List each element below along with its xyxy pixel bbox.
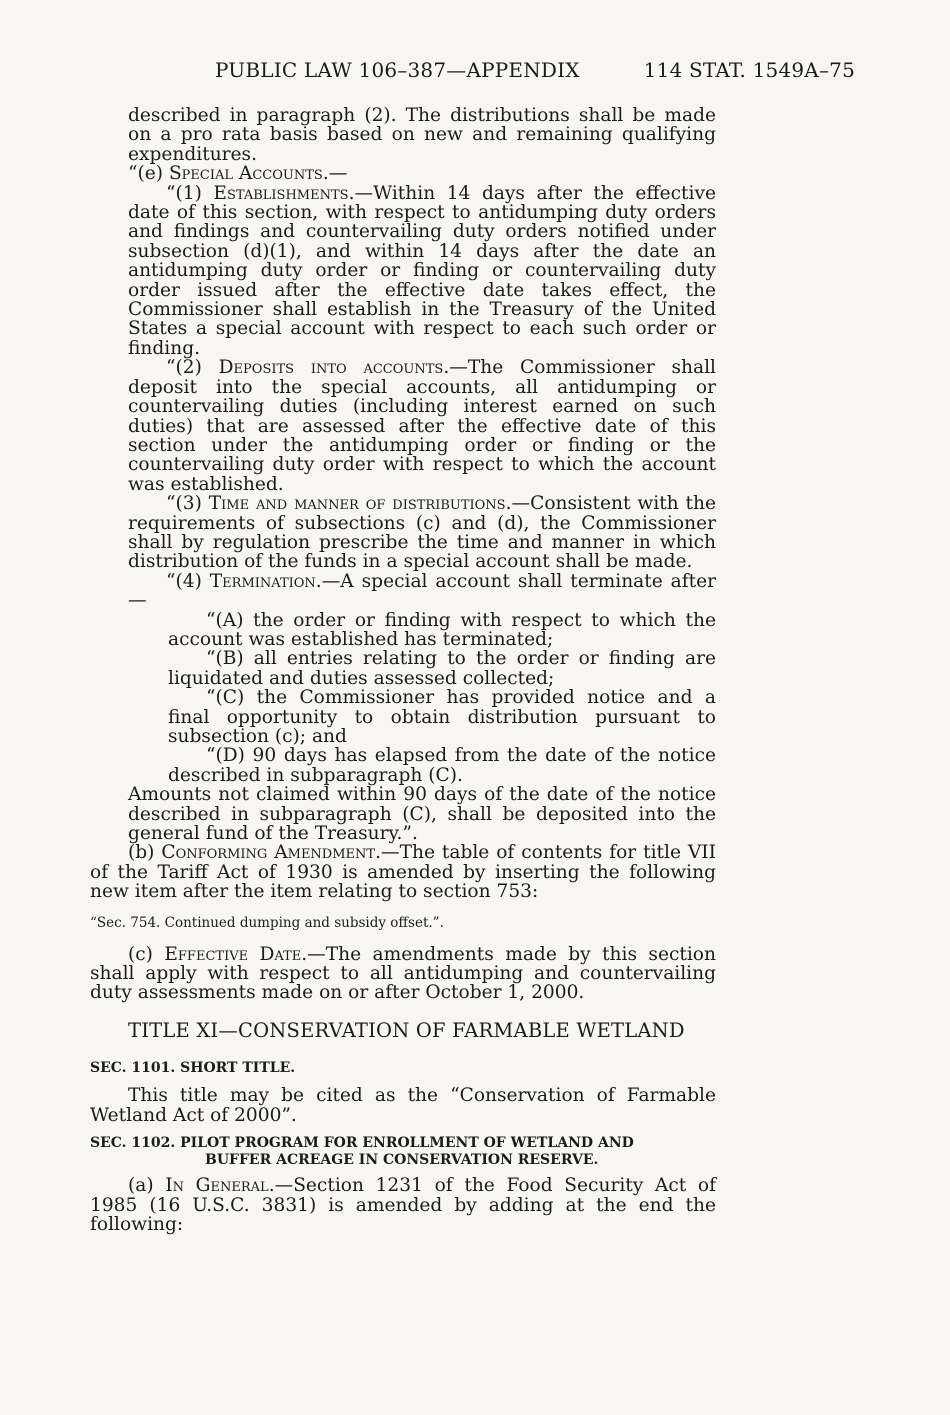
subsection-b-caption: Conforming Amendment xyxy=(161,842,376,864)
subparagraph-a: “(A) the order or finding with respect to which the account was established has terminated; xyxy=(168,609,716,650)
section-1102-heading: SEC. 1102. PILOT PROGRAM FOR ENROLLMENT OF WETLAND AND BUFFER ACREAGE IN CONSERVATION RESERVE. xyxy=(90,1135,634,1169)
subsection-b-conforming: (b) Conforming Amendment.—The table of contents for title VII of the Tariff Act of 1930 is amended by inserting the following new item after the item relating to section 753: xyxy=(90,842,716,903)
paragraph-3-caption: Time and manner of distributions xyxy=(208,493,506,515)
header-stat-citation: 114 STAT. 1549A–75 xyxy=(643,58,855,82)
paragraph-4-caption: Termination xyxy=(209,570,316,592)
paragraph-2-deposits: “(2) Deposits into accounts.—The Commissioner shall deposit into the special accounts, all antidumping or countervailing duties (including interest earned on such duties) that are assessed after the effective date of this section under the antidumping order or finding or the countervailing duty order with respect to which the account was established. xyxy=(128,357,716,495)
paragraph-3-time-manner: “(3) Time and manner of distributions.—Consistent with the requirements of subsections (c) and (d), the Commissioner shall by regulation prescribe the time and manner in which distribution of the funds in a special account shall be made. xyxy=(128,493,717,573)
subsection-a-in-general: (a) In General.—Section 1231 of the Food Security Act of 1985 (16 U.S.C. 3831) is amended by adding at the end the following: xyxy=(90,1175,716,1235)
amounts-paragraph: Amounts not claimed within 90 days of the date of the notice described in subparagraph (C), shall be deposited into the general fund of the Treasury.”. xyxy=(128,784,716,845)
paragraph-continuation: described in paragraph (2). The distributions shall be made on a pro rata basis based on new and remaining qualifying expenditures. xyxy=(128,105,716,165)
subsection-c-effective-date: (c) Effective Date.—The amendments made by this section shall apply with respect to all antidumping and countervailing duty assessments made on or after October 1, 2000. xyxy=(90,943,716,1004)
paragraph-2-caption: Deposits into accounts xyxy=(218,357,444,379)
table-of-contents-item: “Sec. 754. Continued dumping and subsidy offset.”. xyxy=(90,914,444,931)
paragraph-1-establishments: “(1) Establishments.—Within 14 days after the effective date of this section, with respect to antidumping duty orders and findings and countervailing duty orders notified under subsection (d)(1), and within 14 days after the date an antidumping duty order or finding or countervailing duty order issued after the effective date takes effect, the Commissioner shall establish in the Treasury of the United States a special account with respect to each such order or finding. xyxy=(128,182,716,359)
section-1101-text: This title may be cited as the “Conservation of Farmable Wetland Act of 2000”. xyxy=(90,1085,716,1126)
subsection-e-caption: Special Accounts xyxy=(168,163,323,185)
header-title: PUBLIC LAW 106–387—APPENDIX xyxy=(215,58,580,82)
section-1101-heading: SEC. 1101. SHORT TITLE. xyxy=(90,1060,296,1077)
subparagraph-b: “(B) all entries relating to the order or finding are liquidated and duties assessed collected; xyxy=(168,648,716,689)
subparagraph-c: “(C) the Commissioner has provided notice and a final opportunity to obtain distribution pursuant to subsection (c); and xyxy=(168,687,716,747)
paragraph-4-termination: “(4) Termination.—A special account shall terminate after— xyxy=(128,570,716,612)
title-xi-heading: TITLE XI—CONSERVATION OF FARMABLE WETLAND xyxy=(128,1018,685,1042)
subsection-c-caption: Effective Date xyxy=(164,943,302,965)
paragraph-1-caption: Establishments xyxy=(213,182,349,204)
subsection-e-heading: “(e) Special Accounts.— xyxy=(128,163,348,185)
subparagraph-d: “(D) 90 days has elapsed from the date of the notice described in subparagraph (C). xyxy=(168,745,716,786)
subsection-a-caption: In General xyxy=(165,1175,269,1197)
document-body xyxy=(90,106,716,1234)
